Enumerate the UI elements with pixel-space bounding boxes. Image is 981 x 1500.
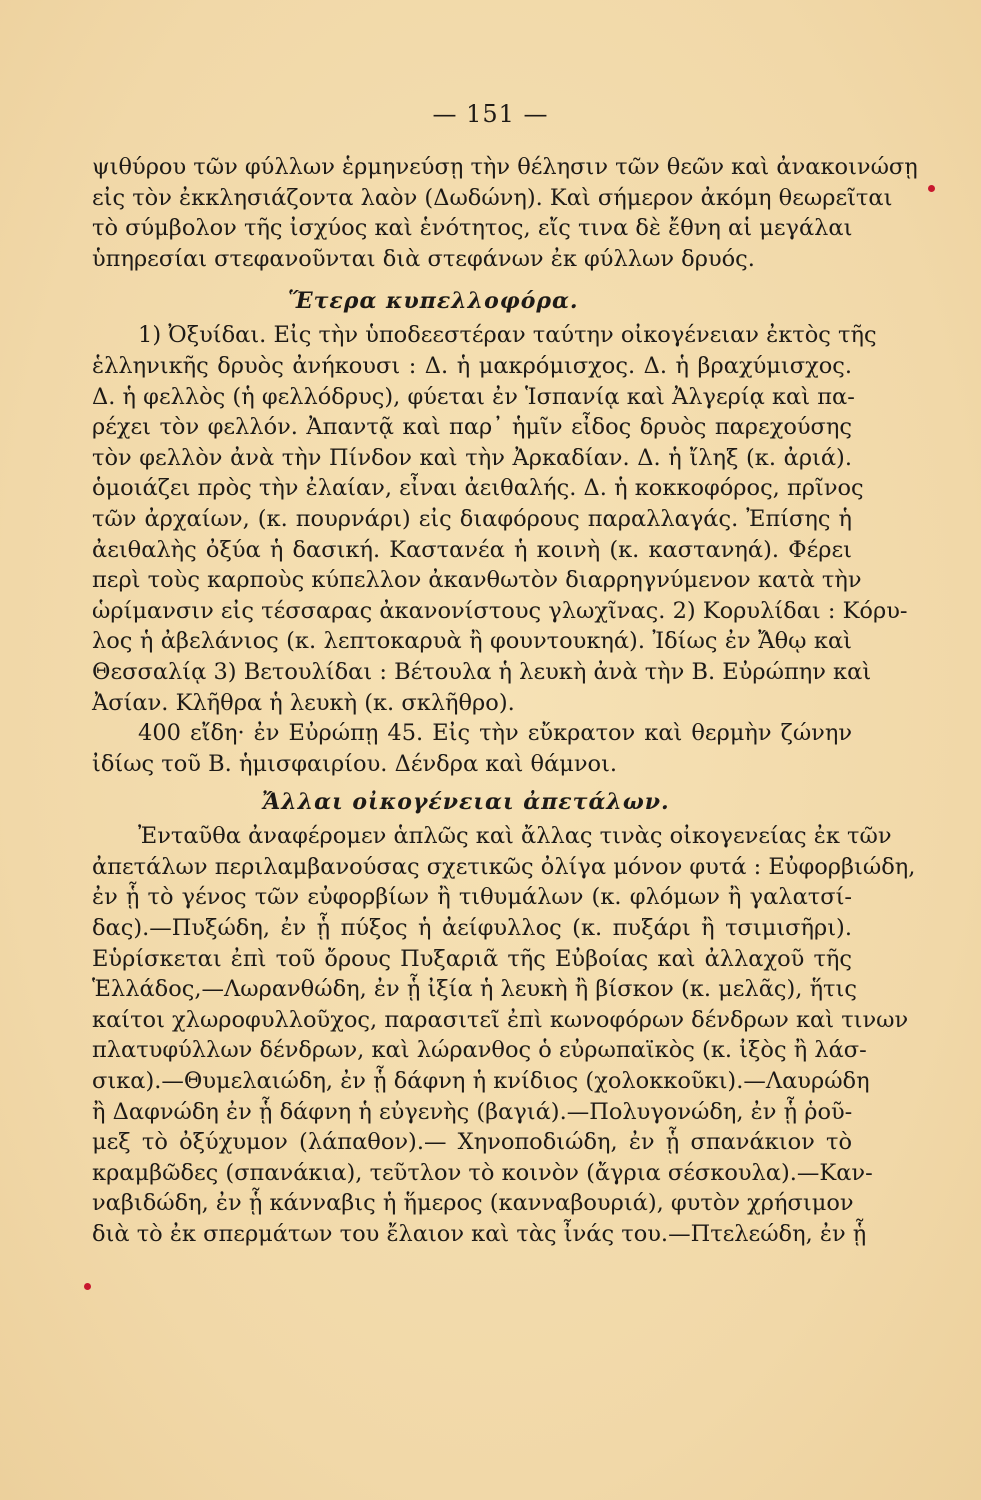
text-line: ὑπηρεσίαι στεφανοῦνται διὰ στεφάνων ἐκ φύλλων δρυός. — [92, 245, 755, 272]
text-line: πλατυφύλλων δένδρων, καὶ λώρανθος ὁ εὐρωπαϊκὸς (κ. ἰξὸς ἢ λάσ- — [92, 1037, 867, 1064]
red-dot-mark-bottom — [84, 1283, 91, 1290]
page-number: — 151 — — [432, 100, 549, 128]
text-line: μεξ τὸ ὀξύχυμον (λάπαθον).— Χηνοποδιώδη, ἐν ᾗ σπανάκιον τὸ — [92, 1129, 852, 1156]
text-line: Ἀσίαν. Κλῆθρα ἡ λευκὴ (κ. σκλῆθρο). — [92, 689, 515, 716]
paragraph-oxyidai — [92, 320, 908, 718]
text-line: 400 εἴδη· ἐν Εὐρώπῃ 45. Εἰς τὴν εὔκρατον καὶ θερμὴν ζώνην — [138, 720, 852, 747]
text-line: ἑλληνικῆς δρυὸς ἀνήκουσι : Δ. ἡ μακρόμισχος. Δ. ἡ βραχύμισχος. — [92, 352, 852, 379]
section-heading-apetala: Ἄλλαι οἰκογένειαι ἀπετάλων. — [262, 789, 670, 816]
text-line: περὶ τοὺς καρποὺς κύπελλον ἀκανθωτὸν διαρρηγνύμενον κατὰ τὴν — [92, 567, 862, 594]
text-line: εἰς τὸν ἐκκλησιάζοντα λαὸν (Δωδώνη). Καὶ σήμερον ἀκόμη θεωρεῖται — [92, 184, 893, 211]
text-line: ἀπετάλων περιλαμβανούσας σχετικῶς ὀλίγα μόνον φυτά : Εὐφορβιώδη, — [92, 853, 916, 880]
text-line: κραμβῶδες (σπανάκια), τεῦτλον τὸ κοινὸν (ἄγρια σέσκουλα).—Καν- — [92, 1159, 873, 1186]
text-line: ἰδίως τοῦ Β. ἡμισφαιρίου. Δένδρα καὶ θάμνοι. — [92, 750, 618, 777]
text-line: καίτοι χλωροφυλλοῦχος, παρασιτεῖ ἐπὶ κωνοφόρων δένδρων καὶ τινων — [92, 1006, 909, 1033]
text-line: Ἑλλάδος,—Λωρανθώδη, ἐν ᾗ ἰξία ἡ λευκὴ ἢ βίσκον (κ. μελᾶς), ἥτις — [92, 976, 857, 1003]
text-line: Εὑρίσκεται ἐπὶ τοῦ ὄρους Πυξαριᾶ τῆς Εὐβοίας καὶ ἀλλαχοῦ τῆς — [92, 945, 852, 972]
section-heading-kypellofora: Ἕτερα κυπελλοφόρα. — [288, 288, 579, 315]
text-line: λος ἡ ἀβελάνιος (κ. λεπτοκαρυὰ ἢ φουντουκηά). Ἰδίως ἐν Ἄθῳ καὶ — [92, 628, 852, 655]
paragraph-intro — [92, 152, 918, 274]
text-line: ἐν ᾗ τὸ γένος τῶν εὐφορβίων ἢ τιθυμάλων (κ. φλόμων ἢ γαλατσί- — [92, 884, 852, 911]
red-dot-mark-top — [928, 185, 935, 192]
text-line: διὰ τὸ ἐκ σπερμάτων του ἔλαιον καὶ τὰς ἶνάς του.—Πτελεώδη, ἐν ᾗ — [92, 1221, 867, 1247]
text-line: ψιθύρου τῶν φύλλων ἑρμηνεύσῃ τὴν θέλησιν τῶν θεῶν καὶ ἀνακοινώσῃ — [92, 154, 918, 180]
page-body — [92, 152, 918, 1250]
paragraph-other-families — [92, 821, 916, 1249]
text-line: ὁμοιάζει πρὸς τὴν ἐλαίαν, εἶναι ἀειθαλής. Δ. ἡ κοκκοφόρος, πρῖνος — [92, 475, 864, 502]
text-line: τὸ σύμβολον τῆς ἰσχύος καὶ ἑνότητος, εἴς τινα δὲ ἔθνη αἱ μεγάλαι — [92, 215, 853, 242]
text-line: σικα).—Θυμελαιώδη, ἐν ᾗ δάφνη ἡ κνίδιος (χολοκκοῦκι).—Λαυρώδη — [92, 1068, 870, 1095]
text-line: τὸν φελλὸν ἀνὰ τὴν Πίνδον καὶ τὴν Ἀρκαδίαν. Δ. ἡ ἴληξ (κ. ἀριά). — [92, 444, 852, 471]
text-line: Θεσσαλίᾳ 3) Βετουλίδαι : Βέτουλα ἡ λευκὴ ἀνὰ τὴν Β. Εὐρώπην καὶ — [92, 658, 872, 685]
text-line: Δ. ἡ φελλὸς (ἡ φελλόδρυς), φύεται ἐν Ἱσπανίᾳ καὶ Ἀλγερίᾳ καὶ πα- — [92, 383, 855, 410]
text-line: 1) Ὀξυίδαι. Εἰς τὴν ὑποδεεστέραν ταύτην οἰκογένειαν ἐκτὸς τῆς — [138, 322, 877, 349]
text-line: τῶν ἀρχαίων, (κ. πουρνάρι) εἰς διαφόρους παραλλαγάς. Ἐπίσης ἡ — [92, 505, 852, 532]
text-line: ἢ Δαφνώδη ἐν ᾗ δάφνη ἡ εὐγενὴς (βαγιά).—Πολυγονώδη, ἐν ᾗ ῥοῦ- — [92, 1098, 853, 1125]
paragraph-species-count — [92, 718, 852, 779]
text-line: ὡρίμανσιν εἰς τέσσαρας ἀκανονίστους γλωχῖνας. 2) Κορυλίδαι : Κόρυ- — [92, 597, 908, 624]
text-line: Ἐνταῦθα ἀναφέρομεν ἁπλῶς καὶ ἄλλας τινὰς οἰκογενείας ἐκ τῶν — [138, 823, 892, 850]
text-line: ναβιδώδη, ἐν ᾗ κάνναβις ἡ ἥμερος (κανναβουριά), φυτὸν χρήσιμον — [92, 1190, 854, 1217]
text-line: δας).—Πυξώδη, ἐν ᾗ πύξος ἡ ἀείφυλλος (κ. πυξάρι ἢ τσιμισῆρι). — [92, 915, 852, 942]
text-line: ἀειθαλὴς ὀξύα ἡ δασική. Καστανέα ἡ κοινὴ (κ. καστανηά). Φέρει — [92, 536, 852, 563]
text-line: ρέχει τὸν φελλόν. Ἀπαντᾷ καὶ παρ᾽ ἡμῖν εἶδος δρυὸς παρεχούσης — [92, 414, 852, 441]
